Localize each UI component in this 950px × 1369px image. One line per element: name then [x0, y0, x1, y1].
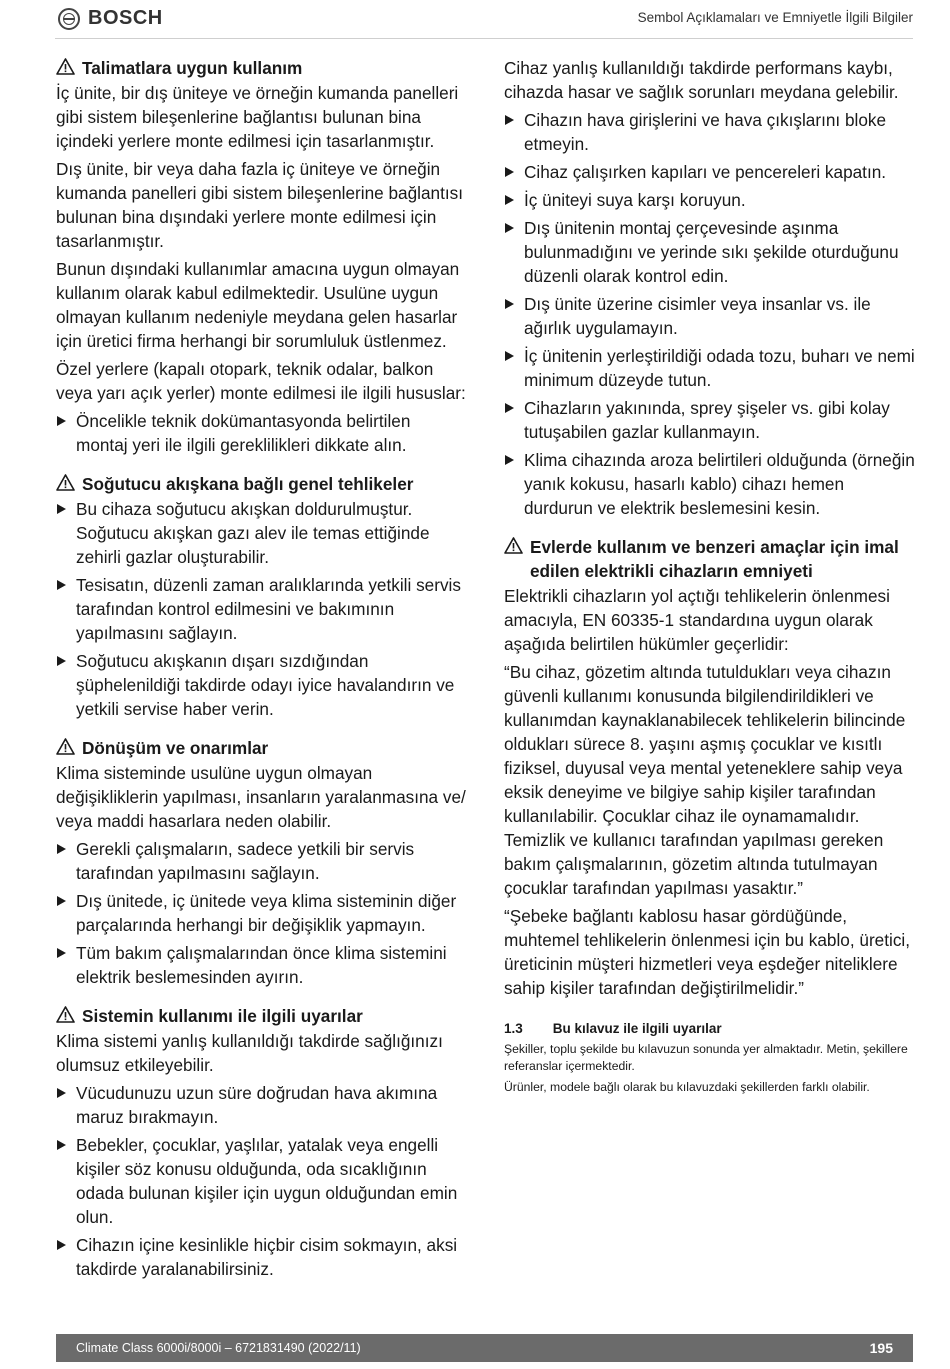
list-item: İç üniteyi suya karşı koruyun.: [504, 188, 916, 212]
right-column: [504, 56, 916, 1100]
warning-triangle-icon: [504, 537, 523, 554]
brand-name: BOSCH: [88, 7, 163, 29]
section-title: Talimatlara uygun kullanım: [82, 58, 303, 78]
bullet-arrow-icon: [505, 455, 514, 465]
bullet-arrow-icon: [57, 948, 66, 958]
bullet-arrow-icon: [505, 223, 514, 233]
section-title: Sistemin kullanımı ile ilgili uyarılar: [82, 1006, 363, 1026]
list-item: Bebekler, çocuklar, yaşlılar, yatalak veya engelli kişiler söz konusu olduğunda, oda sıcaklığının odada bulunan kişiler için uygun olduğundan emin olun.: [56, 1133, 466, 1229]
bullet-list: [56, 837, 466, 989]
quoted-paragraph: “Bu cihaz, gözetim altında tutuldukları veya cihazın güvenli kullanımı konusunda bilgilendirildikleri ve kullanımdan kaynaklanabilecek tehlikelerin bilincinde oldukları sürece 8. yaşını aşmış çocuklar ve kısıtlı fiziksel, duyusal veya mental yeteneklere sahip veya eksik deneyime ve bilgiye sahip kişiler tarafından kullanılabilir. Çocuklar cihaz ile oynamamalıdır. Temizlik ve kullanıcı tarafından yapılması gereken bakım çalışmalarının, gözetim altında tutulmayan çocuklar tarafından yapılması yasaktır.”: [504, 662, 906, 898]
bullet-list: [504, 108, 916, 520]
list-item: Gerekli çalışmaların, sadece yetkili bir servis tarafından yapılmasını sağlayın.: [56, 837, 466, 885]
list-item: Klima cihazında aroza belirtileri olduğunda (örneğin yanık kokusu, hasarlı kablo) cihazı hemen durdurun ve elektrik beslemesini kesin.: [504, 448, 916, 520]
section-heading-conversions-repairs: [56, 736, 466, 760]
paragraph: Özel yerlere (kapalı otopark, teknik odalar, balkon veya yarı açık yerler) monte edilmesi ile ilgili hususlar:: [56, 359, 466, 403]
bullet-arrow-icon: [505, 351, 514, 361]
bullet-list: [56, 1081, 466, 1281]
paragraph: Bunun dışındaki kullanımlar amacına uygun olmayan kullanım olarak kabul edilmektedir. Usulüne uygun olmayan kullanım nedeniyle meydana gelen hasarlar için üretici firma herhangi bir sorumluluk üstlenmez.: [56, 259, 460, 351]
bullet-arrow-icon: [505, 299, 514, 309]
section-heading-refrigerant-hazards: [56, 472, 466, 496]
bullet-arrow-icon: [57, 580, 66, 590]
paragraph: Şekiller, toplu şekilde bu kılavuzun sonunda yer almaktadır. Metin, şekillere referanslar içermektedir.: [504, 1042, 908, 1073]
subsection-number: 1.3: [504, 1021, 523, 1036]
list-item: Cihaz çalışırken kapıları ve pencereleri kapatın.: [504, 160, 916, 184]
section-title: Soğutucu akışkana bağlı genel tehlikeler: [82, 474, 414, 494]
list-item: Cihazın hava girişlerini ve hava çıkışlarını bloke etmeyin.: [504, 108, 916, 156]
list-item: Vücudunuzu uzun süre doğrudan hava akımına maruz bırakmayın.: [56, 1081, 466, 1129]
list-item: Tesisatın, düzenli zaman aralıklarında yetkili servis tarafından kontrol edilmesini ve bakımının yapılmasını sağlayın.: [56, 573, 466, 645]
bullet-arrow-icon: [57, 896, 66, 906]
bullet-arrow-icon: [57, 1140, 66, 1150]
paragraph: Klima sisteminde usulüne uygun olmayan değişikliklerin yapılması, insanların yaralanmasına ve/ veya maddi hasarlara neden olabilir.: [56, 763, 466, 831]
page-number: 195: [869, 1340, 893, 1356]
brand-logo: [58, 7, 163, 30]
list-item: Dış ünitede, iç ünitede veya klima sisteminin diğer parçalarında herhangi bir değişiklik yapmayın.: [56, 889, 466, 937]
section-heading-system-use-warnings: [56, 1004, 466, 1028]
section-heading-electrical-safety: [504, 535, 916, 583]
header-divider: [55, 38, 913, 39]
warning-triangle-icon: [56, 58, 75, 75]
bullet-arrow-icon: [505, 167, 514, 177]
bullet-arrow-icon: [505, 115, 514, 125]
list-item: Bu cihaza soğutucu akışkan doldurulmuştur. Soğutucu akışkan gazı alev ile temas ettiğinde zehirli gazlar oluşturabilir.: [56, 497, 466, 569]
bullet-arrow-icon: [505, 403, 514, 413]
quoted-paragraph: “Şebeke bağlantı kablosu hasar gördüğünde, muhtemel tehlikelerin önlenmesi için bu kablo, üretici, üreticinin müşteri hizmetleri veya eşdeğer niteliklere sahip kişiler tarafından değiştirilmelidir.”: [504, 906, 911, 998]
warning-triangle-icon: [56, 474, 75, 491]
paragraph: İç ünite, bir dış üniteye ve örneğin kumanda panelleri gibi sistem bileşenlerine bağlantısı bulunan bina içindeki yerlere monte edilmesi için tasarlanmıştır.: [56, 83, 459, 151]
list-item: Cihazların yakınında, sprey şişeler vs. gibi kolay tutuşabilen gazlar kullanmayın.: [504, 396, 916, 444]
list-item: Dış ünitenin montaj çerçevesinde aşınma bulunmadığını ve yerinde sıkı şekilde oturduğunu düzenli olarak kontrol edin.: [504, 216, 916, 288]
subsection-title: Bu kılavuz ile ilgili uyarılar: [552, 1021, 722, 1036]
bullet-arrow-icon: [57, 656, 66, 666]
section-title: Dönüşüm ve onarımlar: [82, 738, 269, 758]
paragraph: Dış ünite, bir veya daha fazla iç üniteye ve örneğin kumanda panelleri gibi sistem bileşenlerine bağlantısı bulunan bina dışındaki yerlere monte edilmesi için tasarlanmıştır.: [56, 159, 464, 251]
bullet-arrow-icon: [57, 1240, 66, 1250]
bullet-arrow-icon: [57, 1088, 66, 1098]
paragraph: Elektrikli cihazların yol açtığı tehlikelerin önlenmesi amacıyla, EN 60335-1 standardına uygun olarak aşağıda belirtilen hükümler geçerlidir:: [504, 586, 890, 654]
bullet-arrow-icon: [57, 504, 66, 514]
list-item: Öncelikle teknik dokümantasyonda belirtilen montaj yeri ile ilgili gereklilikleri dikkate alın.: [56, 409, 466, 457]
bullet-arrow-icon: [57, 416, 66, 426]
paragraph: Ürünler, modele bağlı olarak bu kılavuzdaki şekillerden farklı olabilir.: [504, 1080, 870, 1094]
bullet-arrow-icon: [505, 195, 514, 205]
warning-triangle-icon: [56, 1006, 75, 1023]
section-heading-intended-use: [56, 56, 466, 80]
section-title: Evlerde kullanım ve benzeri amaçlar için imal edilen elektrikli cihazların emniyeti: [530, 537, 899, 581]
list-item: Cihazın içine kesinlikle hiçbir cisim sokmayın, aksi takdirde yaralanabilirsiniz.: [56, 1233, 466, 1281]
paragraph: Klima sistemi yanlış kullanıldığı takdirde sağlığınızı olumsuz etkileyebilir.: [56, 1031, 443, 1075]
list-item: İç ünitenin yerleştirildiği odada tozu, buharı ve nemi minimum düzeyde tutun.: [504, 344, 916, 392]
subsection-heading: [504, 1019, 916, 1039]
left-column: [56, 56, 466, 1285]
bullet-list: [56, 497, 466, 721]
list-item: Dış ünite üzerine cisimler veya insanlar vs. ile ağırlık uygulamayın.: [504, 292, 916, 340]
warning-triangle-icon: [56, 738, 75, 755]
list-item: Soğutucu akışkanın dışarı sızdığından şüphelenildiği takdirde odayı iyice havalandırın ve yetkili servise haber verin.: [56, 649, 466, 721]
bosch-armature-icon: [58, 8, 80, 30]
bullet-arrow-icon: [57, 844, 66, 854]
running-title: Sembol Açıklamaları ve Emniyetle İlgili Bilgiler: [637, 10, 913, 25]
page-footer: [56, 1334, 913, 1362]
bullet-list: [56, 409, 466, 457]
paragraph: Cihaz yanlış kullanıldığı takdirde performans kaybı, cihazda hasar ve sağlık sorunları meydana gelebilir.: [504, 58, 899, 102]
document-reference: Climate Class 6000i/8000i – 6721831490 (2022/11): [76, 1341, 361, 1355]
list-item: Tüm bakım çalışmalarından önce klima sistemini elektrik beslemesinden ayırın.: [56, 941, 466, 989]
